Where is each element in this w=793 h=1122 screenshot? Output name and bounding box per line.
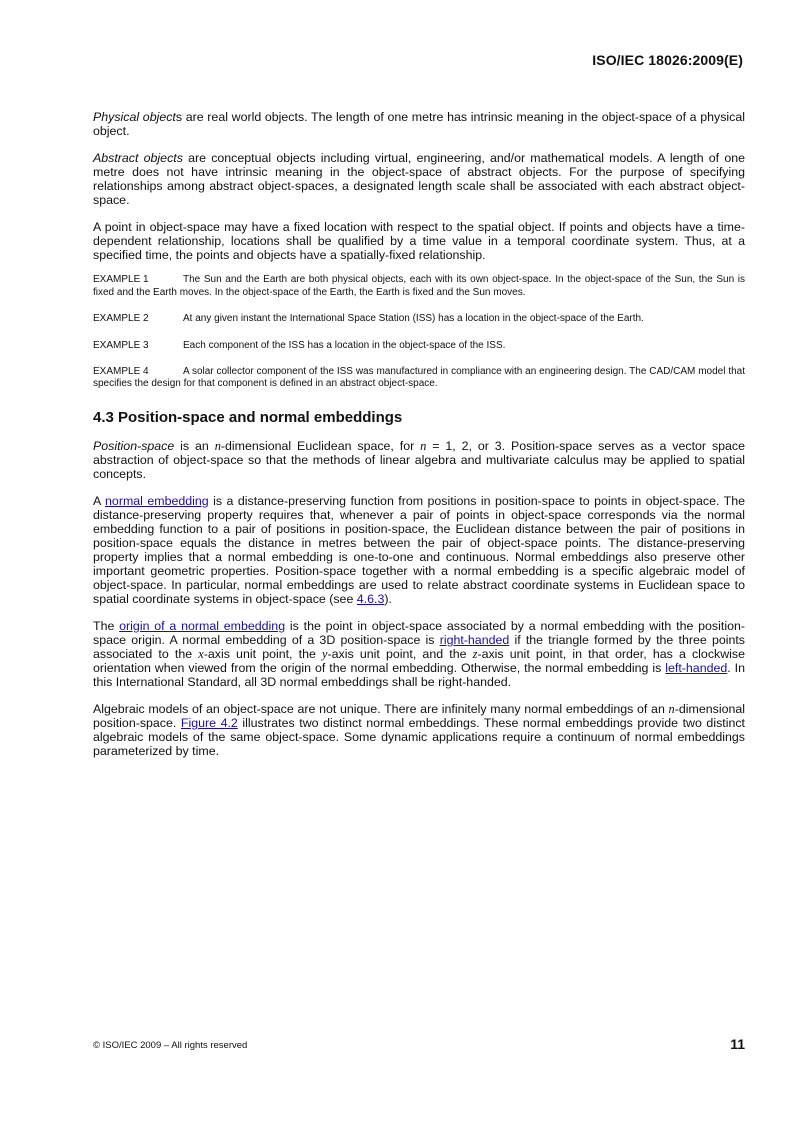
paragraph-text: . In this International Standard, all 3D normal embeddings shall be right-handed. (93, 661, 745, 690)
math-y: y (322, 647, 328, 662)
example-text: A solar collector component of the ISS was manufactured in compliance with an engineering design. The CAD/CAM model that specifies the design for that component is defined in an abstract object-space. (93, 365, 745, 390)
page-number: 11 (730, 1036, 745, 1052)
paragraph-text: is the point in object-space associated by a normal embedding with the position-space origin. A normal embedding of a 3D position-space is (93, 618, 745, 647)
copyright-notice: © ISO/IEC 2009 – All rights reserved (93, 1040, 248, 1051)
example-3 (93, 340, 745, 352)
example-label: EXAMPLE 4 (93, 365, 149, 377)
math-x: x (198, 647, 204, 662)
example-label: EXAMPLE 1 (93, 274, 149, 286)
paragraph-physical-objects (93, 110, 745, 138)
paragraph-algebraic-models (93, 702, 745, 758)
paragraph-text: A (93, 493, 106, 508)
document-id-header: ISO/IEC 18026:2009(E) (592, 52, 743, 68)
page-body (93, 110, 745, 771)
paragraph-text: = 1, 2, or 3. Position-space serves as a vector space abstraction of object-space so that the methods of linear algebra and multivariate calculus may be applied to spatial concepts. (93, 438, 746, 482)
paragraph-text: if the triangle formed by the three points associated to the (93, 633, 746, 662)
paragraph-text: -axis unit point, the (203, 647, 323, 662)
link-origin-of-normal-embedding[interactable]: origin of a normal embedding (119, 618, 286, 633)
section-heading: 4.3 Position-space and normal embeddings (93, 408, 403, 426)
example-1 (93, 274, 745, 299)
paragraph-text: are conceptual objects including virtual, engineering, and/or mathematical models. A length of one metre does not have intrinsic meaning in the object-space of abstract objects. For the purpose of specifying relationships among abstract object-spaces, a designated length scale shall be associated with each abstract object-space. (93, 150, 745, 207)
math-n: n (420, 438, 427, 453)
term-abstract-objects: Abstract objects (93, 150, 183, 165)
paragraph-text: s are real world objects. The length of one metre has intrinsic meaning in the object-space of a physical object. (93, 110, 745, 139)
paragraph-text: -axis unit point, in that order, has a clockwise orientation when viewed from the origin of the normal embedding. Otherwise, the normal embedding is (93, 647, 746, 676)
paragraph-text: Algebraic models of an object-space are not unique. There are infinitely many normal embeddings of an (93, 701, 669, 716)
paragraph-text: ). (384, 592, 392, 607)
link-normal-embedding[interactable]: normal embedding (105, 493, 209, 508)
term-physical-object: Physical object (93, 110, 176, 124)
example-text: Each component of the ISS has a location in the object-space of the ISS. (183, 339, 506, 351)
math-n: n (668, 701, 675, 716)
paragraph-text: is a distance-preserving function from positions in position-space to points in object-space. The distance-preserving property requires that, whenever a pair of points in object-space corresponds via the normal embedding function to a pair of positions in position-space, the Euclidean distance between the pair of positions in position-space equals the distance in metres between the pair of object-space points. The distance-preserving property implies that a normal embedding is one-to-one and continuous. Normal embeddings also preserve other important geometric properties. Position-space together with a normal embedding is a specific algebraic model of object-space. In particular, normal embeddings are used to relate abstract coordinate systems in Euclidean space to spatial coordinate systems in object-space (see (93, 493, 745, 607)
paragraph-text: illustrates two distinct normal embeddings. These normal embeddings provide two distinct algebraic models of the same object-space. Some dynamic applications require a continuum of normal embeddings parameterized by time. (93, 715, 745, 759)
example-text: At any given instant the International Space Station (ISS) has a location in the object-space of the Earth. (183, 313, 644, 325)
paragraph-text: is an (174, 438, 215, 453)
paragraph-origin-embedding (93, 619, 745, 689)
term-position-space: Position-space (93, 438, 175, 453)
paragraph-position-space (93, 439, 745, 481)
example-label: EXAMPLE 3 (93, 339, 149, 351)
paragraph-normal-embedding (93, 494, 745, 607)
link-figure-4-2[interactable]: Figure 4.2 (180, 715, 238, 730)
example-2 (93, 313, 745, 325)
example-label: EXAMPLE 2 (93, 313, 149, 325)
math-n: n (214, 438, 221, 453)
math-z: z (472, 647, 478, 662)
paragraph-text: -dimensional Euclidean space, for (220, 438, 421, 453)
page-footer (93, 1036, 745, 1052)
paragraph-text: The (93, 618, 120, 633)
paragraph-text: -dimensional position-space. (93, 701, 745, 730)
example-4 (93, 366, 745, 391)
link-section-4-6-3[interactable]: 4.6.3 (356, 592, 385, 607)
link-right-handed[interactable]: right-handed (439, 633, 510, 647)
paragraph-text: -axis unit point, and the (327, 647, 473, 662)
link-left-handed[interactable]: left-handed (665, 661, 728, 676)
paragraph-point-location: A point in object-space may have a fixed location with respect to the spatial object. If points and objects have a time-dependent relationship, locations shall be qualified by a time value in a temporal coordinate system. Thus, at a specified time, the points and objects have a spatially-fixed relationship. (93, 219, 745, 262)
example-text: The Sun and the Earth are both physical objects, each with its own object-space. In the object-space of the Sun, the Sun is fixed and the Earth moves. In the object-space of the Earth, the Earth is fixed and the Sun moves. (93, 274, 745, 298)
paragraph-abstract-objects (93, 151, 745, 207)
